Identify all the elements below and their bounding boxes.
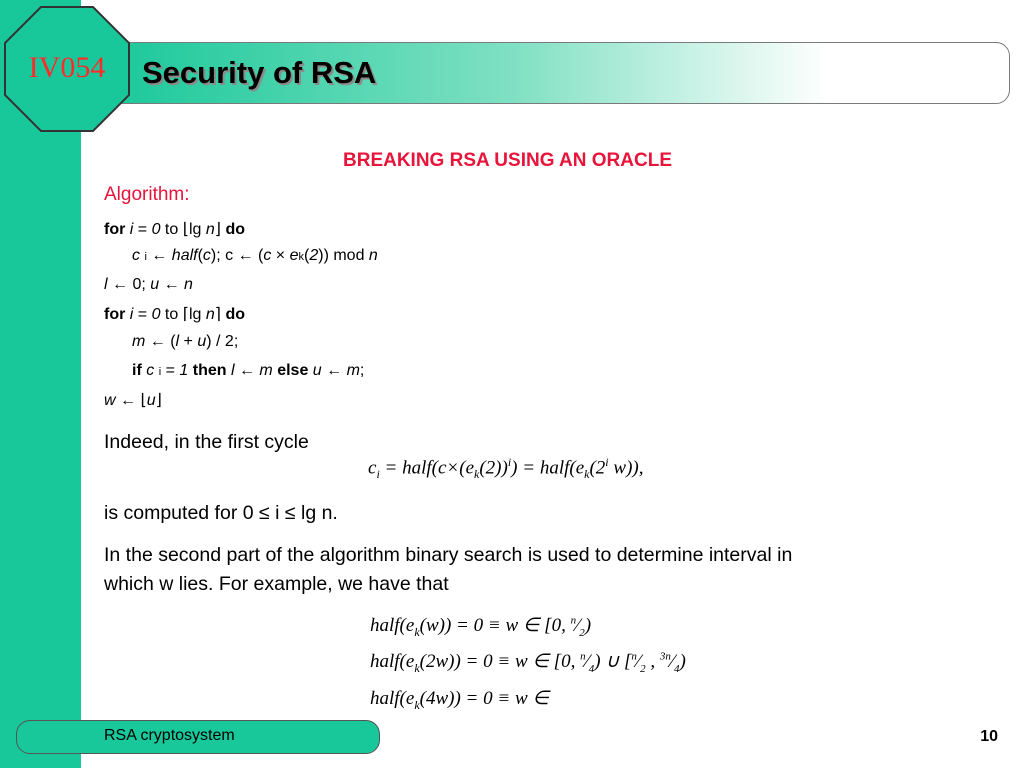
slide-title: Security of RSA — [142, 55, 377, 90]
code-line-5: m ← (l + u) / 2; — [132, 333, 239, 350]
code-line-1: for i = 0 to ⌊lg n⌋ do — [104, 221, 245, 238]
code-line-7: w ← ⌊u⌋ — [104, 392, 162, 409]
paragraph-computed: is computed for 0 ≤ i ≤ lg n. — [104, 502, 338, 524]
code-line-4: for i = 0 to ⌈lg n⌉ do — [104, 306, 245, 323]
paragraph-first-cycle: Indeed, in the first cycle — [104, 431, 309, 453]
footer-label: RSA cryptosystem — [104, 727, 235, 744]
paragraph-binary-search-1: In the second part of the algorithm binary search is used to determine interval in — [104, 544, 793, 566]
equation-first-cycle: $c_i$ = $half(c\times(e_k(2))^i)$ = $half(e_k(2^i$ w)), — [368, 455, 644, 482]
algorithm-label: Algorithm: — [104, 184, 190, 205]
equation-half-w: $half(e_k(w)) = 0 \equiv w$ ∈ [0, $^n⁄_2$) — [370, 614, 592, 639]
equation-half-2w: $half(e_k(2w)) = 0 \equiv w$ ∈ [0, $^n⁄_4$) ∪ [$^n⁄_2$ , $^{3n}⁄_4$) — [370, 650, 686, 675]
course-logo: IV054 — [28, 51, 106, 84]
equation-half-4w: $half(e_k(4w)) = 0 \equiv w$ ∈ — [370, 688, 549, 712]
code-line-6: if c i = 1 then l ← m else u ← m; — [132, 362, 365, 379]
code-line-2: c i ← half(c); c ← (c × ek(2)) mod n — [132, 247, 378, 264]
paragraph-binary-search-2: which w lies. For example, we have that — [104, 573, 449, 595]
code-line-3: l ← 0; u ← n — [104, 276, 193, 293]
page-number: 10 — [980, 728, 998, 745]
section-heading: BREAKING RSA USING AN ORACLE — [343, 150, 672, 171]
